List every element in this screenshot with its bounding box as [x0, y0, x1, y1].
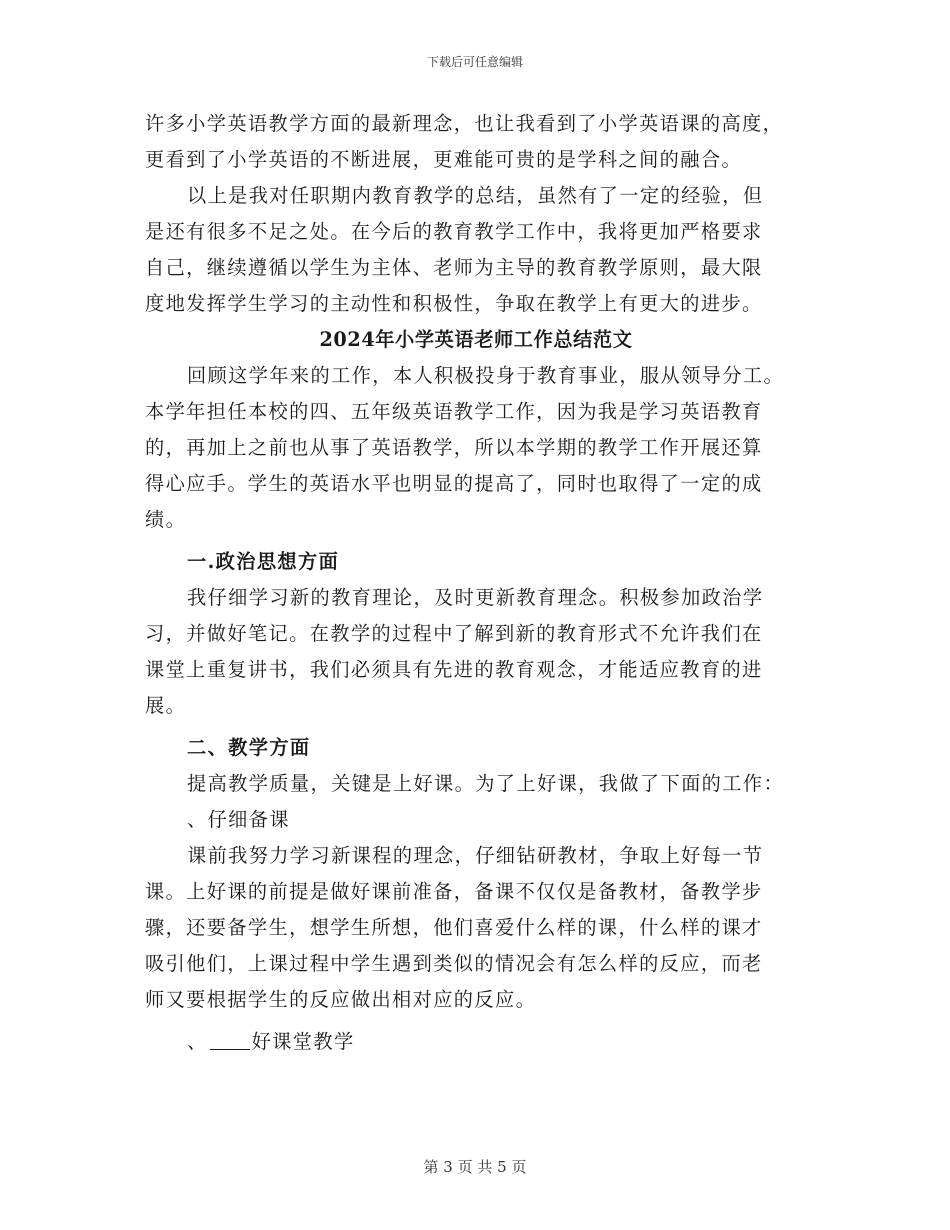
paragraph-line: 吸引他们，上课过程中学生遇到类似的情况会有怎么样的反应，而老 — [145, 952, 763, 975]
paragraph-line: 课堂上重复讲书，我们必须具有先进的教育观念，才能适应教育的进 — [145, 658, 763, 681]
subheading-line: 、仔细备课 — [187, 808, 290, 831]
paragraph-line: 骤，还要备学生，想学生所想，他们喜爱什么样的课，什么样的课才 — [145, 916, 763, 939]
paragraph-line: 许多小学英语教学方面的最新理念，也让我看到了小学英语课的高度， — [145, 112, 784, 135]
paragraph-line: 我仔细学习新的教育理论，及时更新教育理念。积极参加政治学 — [187, 586, 764, 609]
paragraph-line: 自己，继续遵循以学生为主体、老师为主导的教育教学原则，最大限 — [145, 256, 763, 279]
paragraph-line: 展。 — [145, 694, 187, 717]
page-header: 下载后可任意编辑 — [426, 55, 523, 69]
paragraph-line: 度地发挥学生学习的主动性和积极性，争取在教学上有更大的进步。 — [145, 292, 763, 315]
subheading-text: 好课堂教学 — [251, 1030, 355, 1053]
paragraph-line: 的，再加上之前也从事了英语教学，所以本学期的教学工作开展还算 — [145, 436, 763, 459]
document-body — [145, 106, 807, 1060]
subheading-prefix: 、 — [187, 1030, 208, 1053]
paragraph-line: 绩。 — [145, 508, 187, 531]
paragraph-line: 课前我努力学习新课程的理念，仔细钻研教材，争取上好每一节 — [187, 844, 764, 867]
paragraph-line: 得心应手。学生的英语水平也明显的提高了，同时也取得了一定的成 — [145, 472, 763, 495]
paragraph-line: 以上是我对任职期内教育教学的总结，虽然有了一定的经验，但 — [187, 184, 764, 207]
document-title: 2024年小学英语老师工作总结范文 — [319, 328, 633, 351]
section-heading: 一.政治思想方面 — [187, 550, 340, 573]
subheading-line — [145, 1024, 807, 1060]
paragraph-line: 师又要根据学生的反应做出相对应的反应。 — [145, 988, 537, 1011]
paragraph-line: 更看到了小学英语的不断进展，更难能可贵的是学科之间的融合。 — [145, 148, 743, 171]
paragraph-line: 习，并做好笔记。在教学的过程中了解到新的教育形式不允许我们在 — [145, 622, 763, 645]
paragraph-line: 回顾这学年来的工作，本人积极投身于教育事业，服从领导分工。 — [187, 364, 785, 387]
paragraph-line: 提高教学质量，关键是上好课。为了上好课，我做了下面的工作： — [187, 772, 785, 795]
paragraph-line: 是还有很多不足之处。在今后的教育教学工作中，我将更加严格要求 — [145, 220, 763, 243]
fill-blank — [210, 1029, 250, 1050]
paragraph-line: 本学年担任本校的四、五年级英语教学工作，因为我是学习英语教育 — [145, 400, 763, 423]
paragraph-line: 课。上好课的前提是做好课前准备，备课不仅仅是备教材，备教学步 — [145, 880, 763, 903]
page-footer: 第 3 页 共 5 页 — [423, 1158, 527, 1176]
section-heading: 二、教学方面 — [187, 736, 311, 759]
